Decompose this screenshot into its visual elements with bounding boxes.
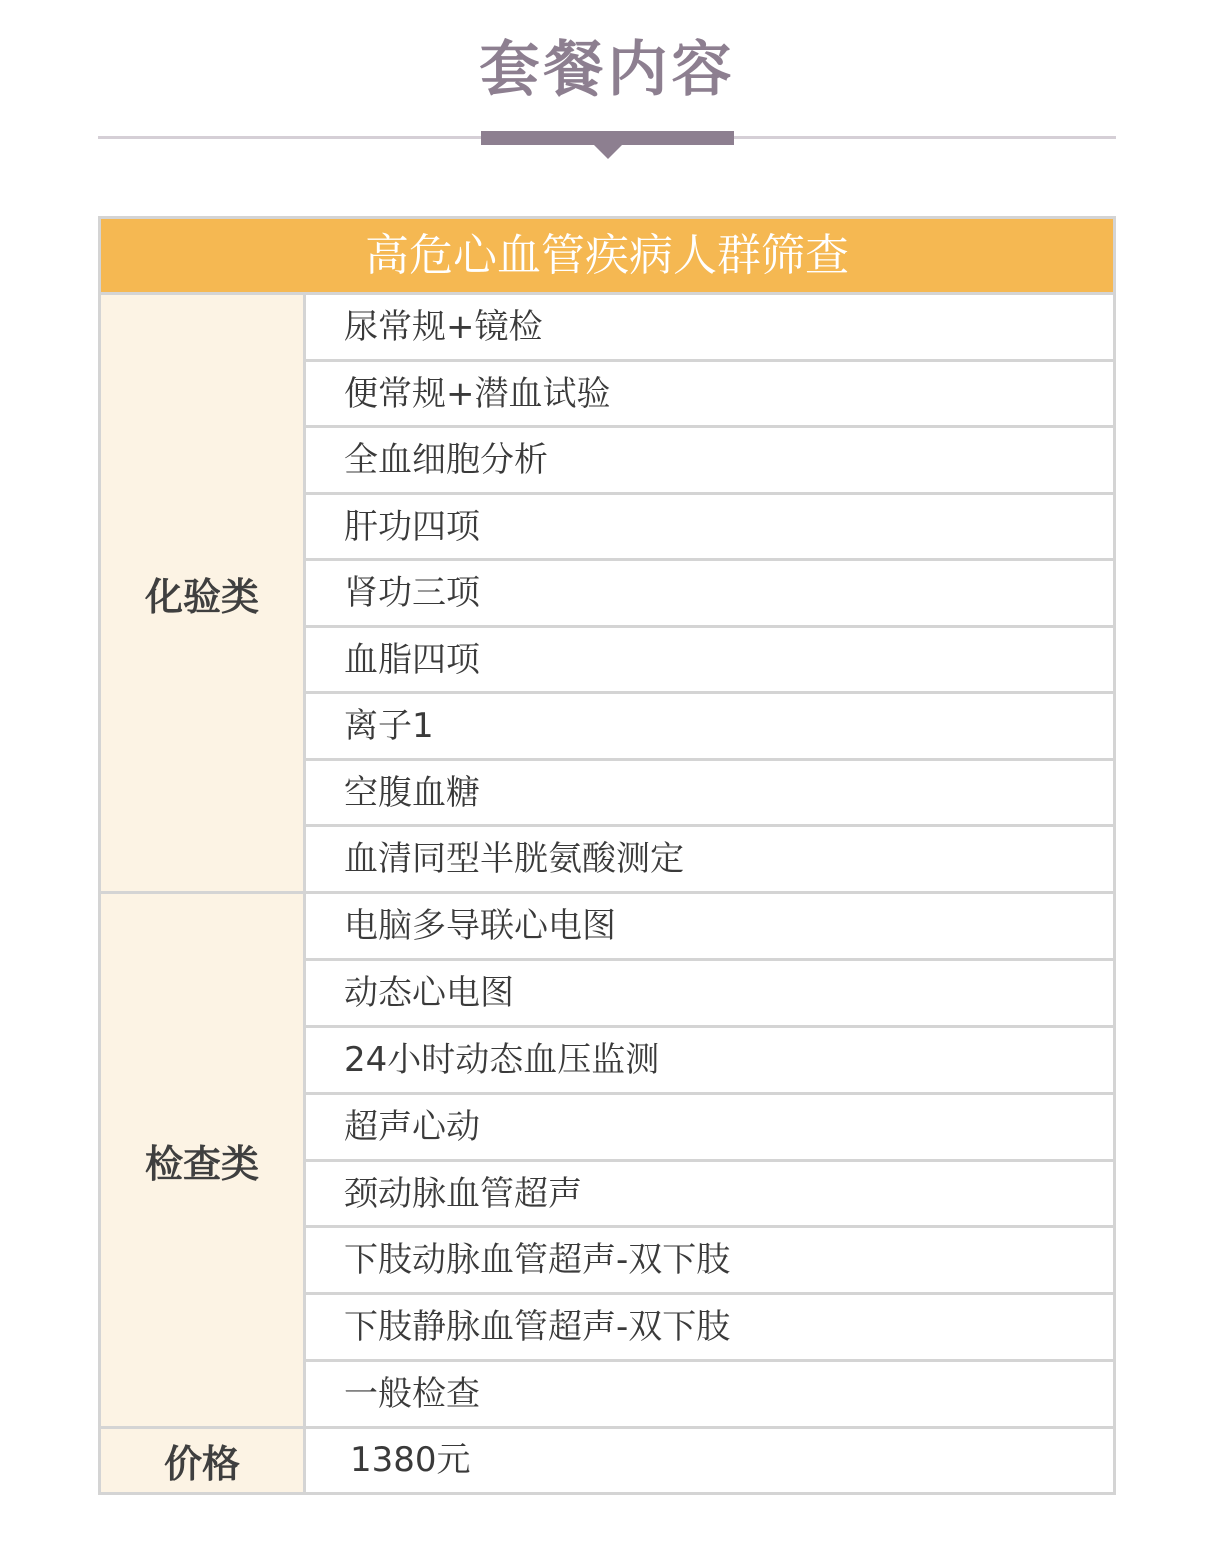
lab-item: 尿常规+镜检 xyxy=(306,295,1113,362)
exam-item: 24小时动态血压监测 xyxy=(306,1028,1113,1095)
lab-item: 便常规+潜血试验 xyxy=(306,362,1113,429)
lab-item: 肾功三项 xyxy=(306,561,1113,628)
exam-item-list xyxy=(306,894,1113,1429)
category-exam: 检查类 xyxy=(101,894,306,1429)
price-value: 1380元 xyxy=(350,1440,471,1480)
exam-item: 一般检查 xyxy=(306,1362,1113,1429)
package-name: 高危心血管疾病人群筛查 xyxy=(101,219,1113,295)
lab-item: 血脂四项 xyxy=(306,628,1113,695)
lab-item: 全血细胞分析 xyxy=(306,428,1113,495)
lab-item: 离子1 xyxy=(306,694,1113,761)
lab-item-list xyxy=(306,295,1113,894)
exam-item: 下肢静脉血管超声-双下肢 xyxy=(306,1295,1113,1362)
lab-item: 空腹血糖 xyxy=(306,761,1113,828)
package-table xyxy=(98,216,1116,1495)
title-pointer-icon xyxy=(594,145,622,159)
category-lab: 化验类 xyxy=(101,295,306,894)
page-title: 套餐内容 xyxy=(479,35,736,105)
lab-item: 血清同型半胱氨酸测定 xyxy=(306,827,1113,894)
lab-item: 肝功四项 xyxy=(306,495,1113,562)
title-accent-bar xyxy=(481,131,734,145)
exam-item: 电脑多导联心电图 xyxy=(306,894,1113,961)
exam-item: 动态心电图 xyxy=(306,961,1113,1028)
exam-item: 颈动脉血管超声 xyxy=(306,1162,1113,1229)
exam-item: 超声心动 xyxy=(306,1095,1113,1162)
price-label: 价格 xyxy=(101,1429,306,1492)
exam-item: 下肢动脉血管超声-双下肢 xyxy=(306,1228,1113,1295)
